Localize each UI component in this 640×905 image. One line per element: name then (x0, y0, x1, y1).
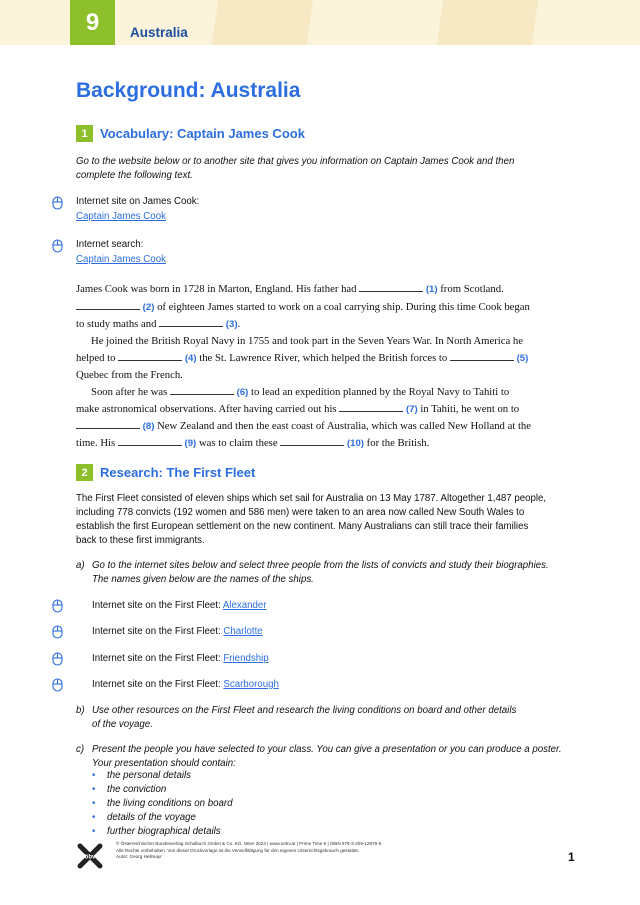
text-line: He joined the British Royal Navy in 1755 and took part in the Seven Years War. In North America he (91, 335, 523, 347)
answer-blank[interactable] (280, 437, 344, 446)
resource-link[interactable]: Captain James Cook (76, 211, 166, 222)
chapter-title: Australia (130, 25, 188, 40)
task-marker: b) (76, 705, 85, 716)
text-line: (8) New Zealand and then the east coast of Australia, which was called New Holland at the (76, 420, 531, 432)
gap-number: (9) (184, 438, 197, 449)
answer-blank[interactable] (118, 352, 182, 361)
answer-blank[interactable] (76, 301, 140, 310)
mouse-icon (52, 239, 63, 253)
mouse-icon (52, 678, 63, 692)
gap-number: (6) (236, 387, 249, 398)
site-link-charlotte[interactable]: Charlotte (223, 626, 263, 637)
section-title: Vocabulary: Captain James Cook (100, 126, 305, 141)
site-item: Internet site on the First Fleet: Alexander (92, 600, 267, 611)
task-b-text: Use other resources on the First Fleet and research the living conditions on board and other details (92, 705, 517, 716)
chapter-header (0, 0, 640, 45)
intro-line: back to these first immigrants. (76, 535, 205, 546)
site-link-alexander[interactable]: Alexander (222, 600, 267, 611)
section-2-heading (76, 464, 255, 481)
text-line: make astronomical observations. After having carried out his (7) in Tahiti, he went on to (76, 403, 520, 415)
gap-number: (7) (405, 404, 418, 415)
gap-number: (5) (516, 353, 529, 364)
publisher-logo (76, 843, 104, 869)
gap-number: (2) (142, 302, 155, 313)
section-1-heading (76, 125, 305, 142)
mouse-icon (52, 599, 63, 613)
answer-blank[interactable] (359, 283, 423, 292)
gap-number: (8) (142, 421, 155, 432)
intro-line: The First Fleet consisted of eleven ships which set sail for Australia on 13 May 1787. Altogether 1,487 people, (76, 493, 547, 504)
text-line: helped to (4) the St. Lawrence River, which helped the British forces to (5) (76, 352, 529, 364)
text-line: Soon after he was (6) to lead an expedition planned by the Royal Navy to Tahiti to (91, 386, 510, 398)
text-line: Quebec from the French. (76, 369, 183, 381)
site-link-friendship[interactable]: Friendship (223, 653, 269, 664)
mouse-icon (52, 625, 63, 639)
task-marker: c) (76, 744, 85, 755)
section-number: 2 (76, 464, 93, 481)
mouse-icon (52, 196, 63, 210)
site-item: Internet site on the First Fleet: Charlotte (92, 626, 263, 637)
chapter-number-badge: 9 (70, 0, 115, 45)
site-item: Internet site on the First Fleet: Scarborough (92, 679, 279, 690)
answer-blank[interactable] (170, 386, 234, 395)
task-c-text: Your presentation should contain: (92, 758, 236, 769)
text-line: time. His (9) was to claim these (10) for the British. (76, 437, 430, 449)
page-number: 1 (568, 850, 575, 864)
resource-label: Internet site on James Cook: (76, 196, 200, 207)
resource-link[interactable]: Captain James Cook (76, 254, 166, 265)
answer-blank[interactable] (159, 318, 223, 327)
task-b-text: of the voyage. (92, 719, 153, 730)
answer-blank[interactable] (76, 420, 140, 429)
intro-line: establish the first European settlement on the new continent. Many Australians can still trace their families (76, 521, 529, 532)
instruction-line: Go to the website below or to another site that gives you information on Captain James Cook and then (76, 156, 515, 167)
answer-blank[interactable] (450, 352, 514, 361)
task-marker: a) (76, 560, 85, 571)
intro-line: including 778 convicts (192 women and 586 men) were taken to an area now called New South Wales to (76, 507, 525, 518)
instruction-line: complete the following text. (76, 170, 193, 181)
gap-number: (10) (346, 438, 364, 449)
svg-text:öbv: öbv (84, 854, 96, 861)
gap-number: (3) (225, 319, 238, 330)
answer-blank[interactable] (339, 403, 403, 412)
section-number: 1 (76, 125, 93, 142)
text-line: (2) of eighteen James started to work on a coal carrying ship. During this time Cook began (76, 301, 530, 313)
resource-label: Internet search: (76, 239, 144, 250)
gap-number: (1) (425, 284, 438, 295)
site-link-scarborough[interactable]: Scarborough (223, 679, 279, 690)
footer-text: © Österreichischer Bundesverlag Schulbuch GmbH & Co. KG, Wien 2024 | www.oebv.at | Prime Time 5 | ISBN 978-3-209-12979-6 Alle Rechte vorbehalten. Von dieser Druckvorlage ist die Vervielfältigung für den eigenen Unterrichtsgebrauch gestattet. Autor: Georg Hellmayr (116, 841, 382, 859)
section-title: Research: The First Fleet (100, 465, 256, 480)
gap-number: (4) (184, 353, 197, 364)
site-item: Internet site on the First Fleet: Friendship (92, 653, 269, 664)
task-c-text: Present the people you have selected to your class. You can give a presentation or you can produce a poster. (92, 744, 562, 755)
page-title: Background: Australia (76, 79, 301, 102)
text-line: James Cook was born in 1728 in Marton, England. His father had (1) from Scotland. (76, 283, 504, 295)
task-a-text: The names given below are the names of the ships. (92, 574, 314, 585)
answer-blank[interactable] (118, 437, 182, 446)
text-line: to study maths and (3). (76, 318, 241, 330)
task-a-text: Go to the internet sites below and select three people from the lists of convicts and study their biographies. (92, 560, 549, 571)
mouse-icon (52, 652, 63, 666)
